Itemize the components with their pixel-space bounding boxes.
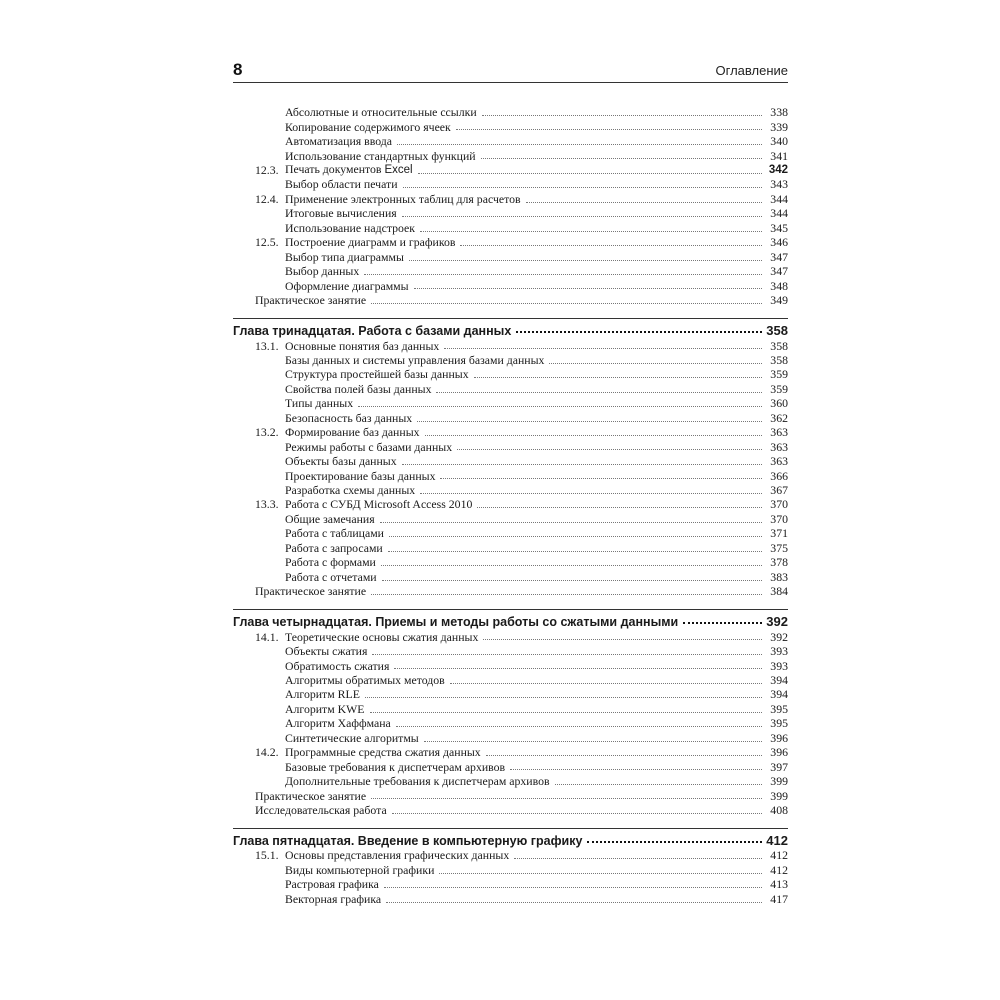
dot-leader: [384, 886, 762, 888]
dot-leader: [555, 783, 762, 785]
entry-title-text: Практическое занятие: [255, 788, 367, 803]
entry-title-text: Выбор области печати: [285, 177, 398, 192]
entry-page-number: 345: [764, 223, 788, 235]
dot-leader: [403, 186, 762, 188]
entry-title-text: Векторная графика: [285, 891, 382, 906]
entry-title: [285, 369, 472, 381]
dot-leader: [440, 477, 762, 479]
entry-page-number: 358: [764, 355, 788, 367]
entry-title: [285, 658, 392, 673]
dot-leader: [402, 463, 762, 465]
dot-leader: [683, 621, 762, 624]
entry-title-text: Общие замечания: [285, 511, 375, 526]
entry-title-text: Печать документов: [285, 162, 385, 177]
entry-title: [285, 468, 438, 483]
dot-leader: [477, 506, 762, 508]
entry-title-text: Проектирование базы данных: [285, 468, 436, 483]
entry-page-number: 340: [764, 136, 788, 148]
entry-title: [285, 540, 386, 555]
entry-title: [285, 278, 412, 293]
dot-leader: [424, 740, 762, 742]
entry-title-text: Практическое занятие: [255, 293, 367, 308]
entry-title: [233, 325, 514, 338]
entry-title: [285, 208, 400, 220]
toc-entry[interactable]: [233, 292, 788, 308]
entry-title: [285, 456, 400, 468]
entry-title-text: Практическое занятие: [255, 584, 367, 599]
entry-title: [285, 701, 368, 716]
entry-page-number: 363: [764, 442, 788, 454]
entry-page-number: 344: [764, 208, 788, 220]
entry-page-number: 412: [764, 834, 788, 847]
chapter-separator: [233, 828, 788, 829]
entry-title-text: Алгоритмы обратимых методов: [285, 672, 445, 687]
entry-title-text: Программные средства сжатия данных: [285, 745, 481, 760]
entry-title: [255, 295, 369, 307]
entry-title: [285, 730, 422, 745]
entry-page-number: 341: [764, 151, 788, 163]
entry-title-text: Базовые требования к диспетчерам архивов: [285, 759, 506, 774]
entry-page-number: 349: [764, 295, 788, 307]
dot-leader: [394, 667, 762, 669]
entry-title-text: Основы представления графических данных: [285, 848, 510, 863]
entry-title: [285, 879, 382, 891]
entry-title: [285, 398, 356, 410]
entry-title: [233, 835, 585, 848]
toc-entry[interactable]: [233, 802, 788, 818]
entry-title: [255, 805, 390, 817]
toc-chapter-entry[interactable]: [233, 320, 788, 338]
dot-leader: [514, 857, 762, 859]
entry-title: [285, 381, 434, 396]
entry-page-number: 344: [764, 194, 788, 206]
entry-title-text: Дополнительные требования к диспетчерам архивов: [285, 774, 550, 789]
entry-title-text: Выбор типа диаграммы: [285, 249, 404, 264]
dot-leader: [358, 405, 762, 407]
dot-leader: [486, 754, 762, 756]
entry-title-text: Глава пятнадцатая. Введение в компьютерную графику: [233, 833, 583, 848]
entry-title: [285, 718, 394, 730]
entry-title: [285, 485, 418, 497]
entry-title-text: Глава тринадцатая. Работа с базами данных: [233, 323, 512, 338]
dot-leader: [402, 215, 762, 217]
entry-title: [285, 689, 363, 701]
entry-page-number: 399: [764, 776, 788, 788]
entry-title: [285, 557, 379, 569]
entry-page-number: 413: [764, 879, 788, 891]
entry-title: [285, 266, 362, 278]
entry-title: [285, 107, 480, 119]
entry-title-text: Глава четырнадцатая. Приемы и методы работы со сжатыми данными: [233, 614, 679, 629]
entry-title: [285, 237, 458, 249]
entry-title-text: Растровая графика: [285, 877, 379, 892]
dot-leader: [425, 434, 762, 436]
entry-title: [285, 862, 437, 877]
entry-page-number: 359: [764, 384, 788, 396]
dot-leader: [474, 376, 762, 378]
entry-page-number: 363: [764, 456, 788, 468]
entry-title-text: Применение электронных таблиц для расчетов: [285, 191, 521, 206]
entry-title-text: Работа с отчетами: [285, 569, 377, 584]
entry-title: [285, 439, 455, 454]
dot-leader: [420, 492, 762, 494]
entry-title: [285, 776, 553, 788]
entry-title-text: Работа с СУБД Microsoft Access 2010: [285, 497, 473, 512]
entry-title-text: Использование надстроек: [285, 220, 416, 235]
entry-page-number: 393: [764, 661, 788, 673]
entry-title-text: Синтетические алгоритмы: [285, 730, 419, 745]
section-number: 14.2.: [255, 745, 279, 760]
entry-title: [285, 352, 547, 367]
entry-page-number: 399: [764, 791, 788, 803]
entry-title-text: Безопасность баз данных: [285, 410, 413, 425]
entry-page-number: 417: [764, 894, 788, 906]
dot-leader: [382, 579, 762, 581]
entry-title-text: Работа с таблицами: [285, 526, 384, 541]
dot-leader: [381, 564, 762, 566]
entry-title: [285, 179, 401, 191]
entry-title-text: Обратимость сжатия: [285, 658, 390, 673]
running-title: Оглавление: [715, 63, 788, 78]
dot-leader: [436, 391, 762, 393]
entry-title-text: Алгоритм KWE: [285, 701, 365, 716]
dot-leader: [510, 768, 762, 770]
entry-title-text: Свойства полей базы данных: [285, 381, 432, 396]
dot-leader: [371, 593, 762, 595]
entry-title-text: Работа с формами: [285, 555, 376, 570]
entry-page-number: 412: [764, 850, 788, 862]
entry-page-number: 378: [764, 557, 788, 569]
dot-leader: [414, 287, 762, 289]
entry-title: [233, 616, 681, 629]
entry-title-text: Абсолютные и относительные ссылки: [285, 105, 477, 120]
dot-leader: [460, 244, 762, 246]
entry-title: [285, 646, 370, 658]
section-number: 14.1.: [255, 629, 279, 644]
dot-leader: [439, 872, 762, 874]
entry-page-number: 371: [764, 528, 788, 540]
entry-title-text: Объекты сжатия: [285, 644, 368, 659]
entry-title: [285, 511, 378, 526]
entry-page-number: 342: [764, 165, 788, 177]
chapter-separator: [233, 609, 788, 610]
dot-leader: [380, 521, 762, 523]
entry-page-number: 412: [764, 865, 788, 877]
entry-page-number: 408: [764, 805, 788, 817]
entry-page-number: 359: [764, 369, 788, 381]
entry-page-number: 383: [764, 572, 788, 584]
dot-leader: [516, 330, 762, 333]
dot-leader: [397, 143, 762, 145]
entry-page-number: 396: [764, 733, 788, 745]
entry-title-text: Типы данных: [285, 396, 354, 411]
section-number: 15.1.: [255, 848, 279, 863]
entry-title: [285, 164, 416, 177]
entry-title: [255, 788, 369, 803]
dot-leader: [388, 550, 762, 552]
entry-page-number: 393: [764, 646, 788, 658]
section-number: 12.4.: [255, 191, 279, 206]
dot-leader: [587, 840, 762, 843]
dot-leader: [483, 638, 762, 640]
entry-page-number: 358: [764, 324, 788, 337]
dot-leader: [417, 420, 762, 422]
entry-title: [285, 629, 481, 644]
entry-title-text: Выбор данных: [285, 264, 360, 279]
entry-title-text: Работа с запросами: [285, 540, 383, 555]
section-number: 13.2.: [255, 425, 279, 440]
entry-page-number: 396: [764, 747, 788, 759]
entry-page-number: 370: [764, 514, 788, 526]
entry-page-number: 392: [764, 615, 788, 628]
entry-page-number: 339: [764, 122, 788, 134]
dot-leader: [365, 696, 762, 698]
entry-title: [285, 338, 442, 353]
entry-title: [285, 569, 380, 584]
dot-leader: [386, 901, 762, 903]
dot-leader: [371, 302, 762, 304]
entry-title-text: Режимы работы с базами данных: [285, 439, 453, 454]
section-number: 13.3.: [255, 497, 279, 512]
entry-page-number: 363: [764, 427, 788, 439]
toc-entry[interactable]: [233, 583, 788, 599]
dot-leader: [371, 797, 762, 799]
entry-page-number: 384: [764, 586, 788, 598]
entry-page-number: 375: [764, 543, 788, 555]
entry-title-text: Использование стандартных функций: [285, 148, 476, 163]
entry-title: [285, 499, 475, 511]
dot-leader: [526, 201, 762, 203]
entry-title: [285, 220, 418, 235]
entry-title-text: Структура простейшей базы данных: [285, 367, 469, 382]
entry-page-number: 397: [764, 762, 788, 774]
entry-title: [285, 136, 395, 148]
dot-leader: [444, 347, 762, 349]
entry-page-number: 366: [764, 471, 788, 483]
entry-title: [285, 891, 384, 906]
entry-title-text: Теоретические основы сжатия данных: [285, 629, 479, 644]
entry-title: [285, 148, 479, 163]
dot-leader: [370, 711, 763, 713]
entry-title-text: Виды компьютерной графики: [285, 862, 435, 877]
entry-page-number: 347: [764, 252, 788, 264]
entry-page-number: 343: [764, 179, 788, 191]
dot-leader: [450, 682, 762, 684]
entry-title-text: Разработка схемы данных: [285, 483, 416, 497]
entry-page-number: 394: [764, 675, 788, 687]
entry-page-number: 358: [764, 341, 788, 353]
entry-page-number: 394: [764, 689, 788, 701]
entry-title: [285, 191, 524, 206]
running-header: [233, 60, 788, 83]
toc-chapter-entry[interactable]: [233, 611, 788, 629]
dot-leader: [456, 128, 762, 130]
entry-title: [285, 410, 415, 425]
entry-title-text: Исследовательская работа: [255, 803, 387, 817]
dot-leader: [457, 448, 762, 450]
entry-title: [255, 586, 369, 598]
entry-title-product: Excel: [384, 164, 413, 177]
entry-title: [285, 850, 512, 862]
entry-title-text: Основные понятия баз данных: [285, 338, 440, 353]
entry-page-number: 347: [764, 266, 788, 278]
entry-page-number: 362: [764, 413, 788, 425]
dot-leader: [372, 653, 762, 655]
section-number: 12.5.: [255, 235, 279, 250]
entry-page-number: 360: [764, 398, 788, 410]
toc-entry[interactable]: [233, 891, 788, 907]
chapter-separator: [233, 318, 788, 319]
dot-leader: [549, 362, 762, 364]
entry-title: [285, 119, 454, 134]
entry-page-number: 392: [764, 632, 788, 644]
dot-leader: [364, 273, 762, 275]
dot-leader: [409, 259, 762, 261]
dot-leader: [396, 725, 762, 727]
entry-page-number: 395: [764, 718, 788, 730]
entry-page-number: 370: [764, 499, 788, 511]
entry-title-text: Копирование содержимого ячеек: [285, 119, 451, 134]
entry-page-number: 346: [764, 237, 788, 249]
entry-page-number: 348: [764, 281, 788, 293]
entry-page-number: 338: [764, 107, 788, 119]
entry-title-text: Базы данных и системы управления базами данных: [285, 352, 545, 367]
entry-title-text: Автоматизация ввода: [285, 134, 393, 149]
entry-title-text: Оформление диаграммы: [285, 278, 409, 293]
entry-page-number: 395: [764, 704, 788, 716]
page-number: 8: [233, 60, 243, 79]
entry-title: [285, 672, 448, 687]
entry-title-text: Алгоритм Хаффмана: [285, 716, 391, 731]
entry-title-text: Алгоритм RLE: [285, 687, 360, 702]
entry-title: [285, 759, 508, 774]
entry-title: [285, 427, 423, 439]
entry-title-text: Формирование баз данных: [285, 425, 420, 440]
entry-title: [285, 249, 407, 264]
dot-leader: [420, 230, 762, 232]
dot-leader: [392, 812, 762, 814]
entry-page-number: 367: [764, 485, 788, 497]
entry-title-text: Итоговые вычисления: [285, 206, 397, 221]
dot-leader: [389, 535, 762, 537]
section-number: 13.1.: [255, 338, 279, 353]
toc-chapter-entry[interactable]: [233, 830, 788, 848]
section-number: 12.3.: [255, 163, 279, 177]
entry-title-text: Построение диаграмм и графиков: [285, 235, 456, 250]
entry-title: [285, 747, 484, 759]
dot-leader: [481, 157, 762, 159]
dot-leader: [482, 114, 762, 116]
entry-title-text: Объекты базы данных: [285, 454, 397, 469]
dot-leader: [418, 172, 762, 174]
entry-title: [285, 528, 387, 540]
